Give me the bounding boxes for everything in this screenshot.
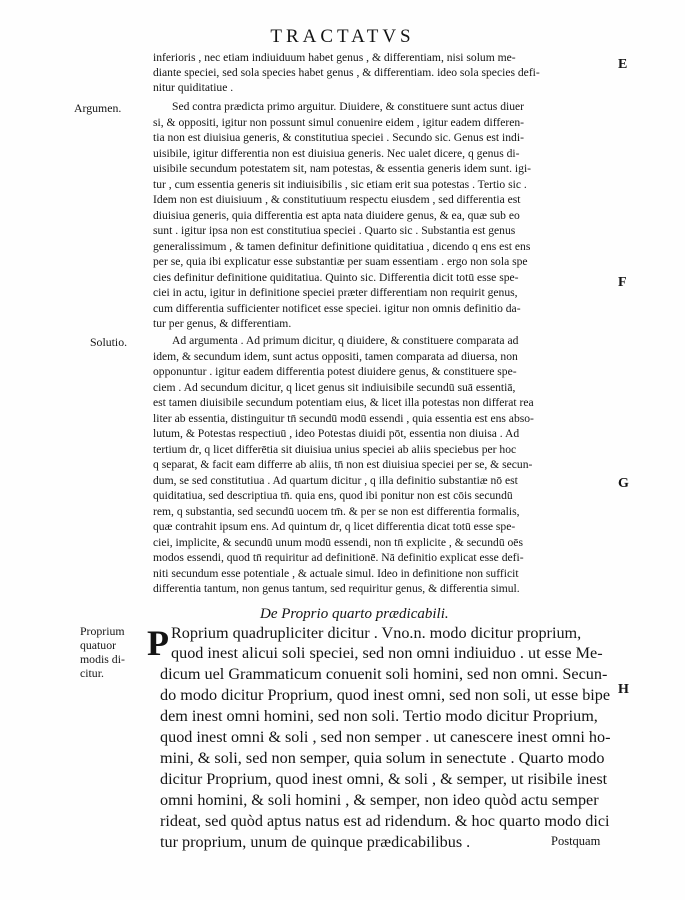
text-line: tur proprium, unum de quinque prædicabilibus . — [160, 833, 471, 851]
text-line: lutum, & Potestas respectiuū , ideo Potestas diuidi pōt, essentia non diuisa . Ad — [153, 427, 520, 440]
text-line: q separat, & facit eam differre ab aliis, tn̄ non est diuisiua speciei per se, & secun- — [153, 458, 533, 471]
text-line: do modo dicitur Proprium, quod inest omni, sed non soli, ut esse bipe — [160, 686, 611, 704]
text-line: uisibile secundum potestatem sit, nam potestas, & essentia generis idem sunt. igi- — [153, 162, 532, 175]
text-line: ciei in actu, igitur in definitione speciei præter differentiam non requirit genus, — [153, 286, 518, 299]
text-line: tia non est diuisiua generis, & constitutiua speciei . Secundo sic. Genus est indi- — [153, 131, 524, 144]
text-line: modos essendi, quod tn̄ requiritur ad definitionē. Nā definitio explicat esse defi- — [153, 551, 524, 564]
text-line: differentia tantum, non genus tantum, sed requiritur genus, & differentia simul. — [153, 582, 520, 595]
text-line: per se, quia ibi explicatur esse substantiæ per suam essentiam . ergo non sola spe — [153, 255, 528, 268]
margin-note-proprium-3: modis di- — [80, 652, 125, 666]
catchword: Postquam — [551, 834, 601, 848]
text-line: dum, se sed constitutiua . Ad quartum dicitur , q illa definitio substantiæ nō est — [153, 474, 518, 487]
text-line: cum differentia sufficienter notificet esse speciei. igitur non omnis definitio da- — [153, 302, 521, 315]
text-line: generalissimum , & tamen definitur definitione quiditatiua , dicendo q ens est ens — [153, 240, 531, 253]
text-line: ciei, implicite, & secundū unum modū essendi, non tn̄ explicite , & secundū oēs — [153, 536, 523, 549]
side-letter-e: E — [618, 57, 628, 72]
text-line: diuisiua generis, quia differentia est apta nata diuidere genus, & ea, quæ sub eo — [153, 209, 520, 222]
text-line: idem, & secundum idem, sunt actus oppositi, tamen comparata ad diuersa, non — [153, 350, 518, 363]
text-line: sunt . igitur ipsa non est constitutiua speciei . Quarto sic . Substantia est genus — [153, 224, 516, 237]
running-header: TRACTATVS — [270, 26, 415, 47]
side-letter-f: F — [618, 275, 627, 290]
text-line: opponuntur . igitur eadem differentia potest diuidere genus, & constituere spe- — [153, 365, 517, 378]
text-line: inferioris , nec etiam indiuiduum habet genus , & differentiam, nisi solum me- — [153, 51, 516, 64]
text-line: si, & oppositi, igitur non possunt simul conuenire eidem , igitur eadem differen- — [153, 116, 525, 129]
text-line: cies definitur definitione quiditatiua. Quinto sic. Differentia dicit totū esse spe- — [153, 271, 519, 284]
text-line: Roprium quadrupliciter dicitur . Vno.n. modo dicitur proprium, — [171, 624, 582, 642]
text-line: uisibile, igitur differentia non est diuisiua generis. Nec ualet dicere, q genus di- — [153, 147, 520, 160]
text-line: dem inest omni homini, sed non soli. Tertio modo dicitur Proprium, — [160, 707, 598, 725]
text-line: nitur quiditatiue . — [153, 81, 234, 94]
text-line: quod inest omni & soli , sed non semper . ut canescere inest omni ho- — [160, 728, 611, 746]
margin-note-solutio: Solutio. — [90, 335, 128, 349]
side-letter-h: H — [618, 682, 629, 697]
text-line: rem, q substantia, sed secundū uocem tm̄. & per se non est differentia formalis, — [153, 505, 520, 518]
margin-note-proprium-4: citur. — [80, 666, 104, 680]
drop-cap: P — [147, 623, 169, 663]
text-line: quod inest alicui soli speciei, sed non omni indiuiduo . ut esse Me- — [171, 644, 603, 662]
text-line: quiditatiua, sed descriptiua tn̄. quia ens, quod ibi ponitur non est cōis secundū — [153, 489, 513, 502]
text-line: tertium dr, q licet differētia sit diuisiua unius speciei ab aliis speciebus per hoc — [153, 443, 517, 456]
side-letter-g: G — [618, 476, 629, 491]
text-line: diante speciei, sed sola species habet genus , & differentiam. ideo sola species defi- — [153, 66, 540, 79]
text-line: Idem non est diuisiuum , & constitutiuum respectu eiusdem , sed differentia est — [153, 193, 521, 206]
text-line: tur per genus, & differentiam. — [153, 317, 292, 330]
text-line: niti secundum esse potentiale , & actuale simul. Ideo in definitione non sufficit — [153, 567, 519, 580]
text-line: Sed contra prædicta primo arguitur. Diuidere, & constituere sunt actus diuer — [172, 100, 525, 113]
margin-note-proprium-2: quatuor — [80, 638, 117, 652]
text-line: tur , cum essentia generis sit indiuisibilis , sic etiam erit sua potestas . Tertio sic . — [153, 178, 527, 191]
text-line: omni homini, & soli homini , & semper, non ideo quòd actu semper — [160, 791, 599, 809]
text-line: rideat, sed quòd aptus natus est ad ridendum. & hoc quarto modo dici — [160, 812, 610, 830]
text-line: quæ contrahit ipsum ens. Ad quintum dr, q licet differentia dicat totū esse spe- — [153, 520, 516, 533]
text-line: dicitur Proprium, quod inest omni, & soli , & semper, ut risibile inest — [160, 770, 608, 788]
text-line: mini, & soli, sed non semper, quia solum in senectute . Quarto modo — [160, 749, 605, 767]
text-line: Ad argumenta . Ad primum dicitur, q diuidere, & constituere comparata ad — [172, 334, 519, 347]
margin-note-argumen: Argumen. — [74, 101, 122, 115]
text-line: est tamen diuisibile secundum potentiam eius, & licet illa potestas non differat rea — [153, 396, 534, 409]
text-line: ciem . Ad secundum dicitur, q licet genus sit indiuisibile secundū suā essentiā, — [153, 381, 516, 394]
section-title: De Proprio quarto prædicabili. — [260, 606, 449, 622]
text-line: dicum uel Grammaticum conuenit soli homini, sed non omni. Secun- — [160, 665, 608, 683]
text-line: liter ab essentia, distinguitur tn̄ secundū modū essendi , quia essentia est ens abso- — [153, 412, 534, 425]
margin-note-proprium-1: Proprium — [80, 624, 125, 638]
